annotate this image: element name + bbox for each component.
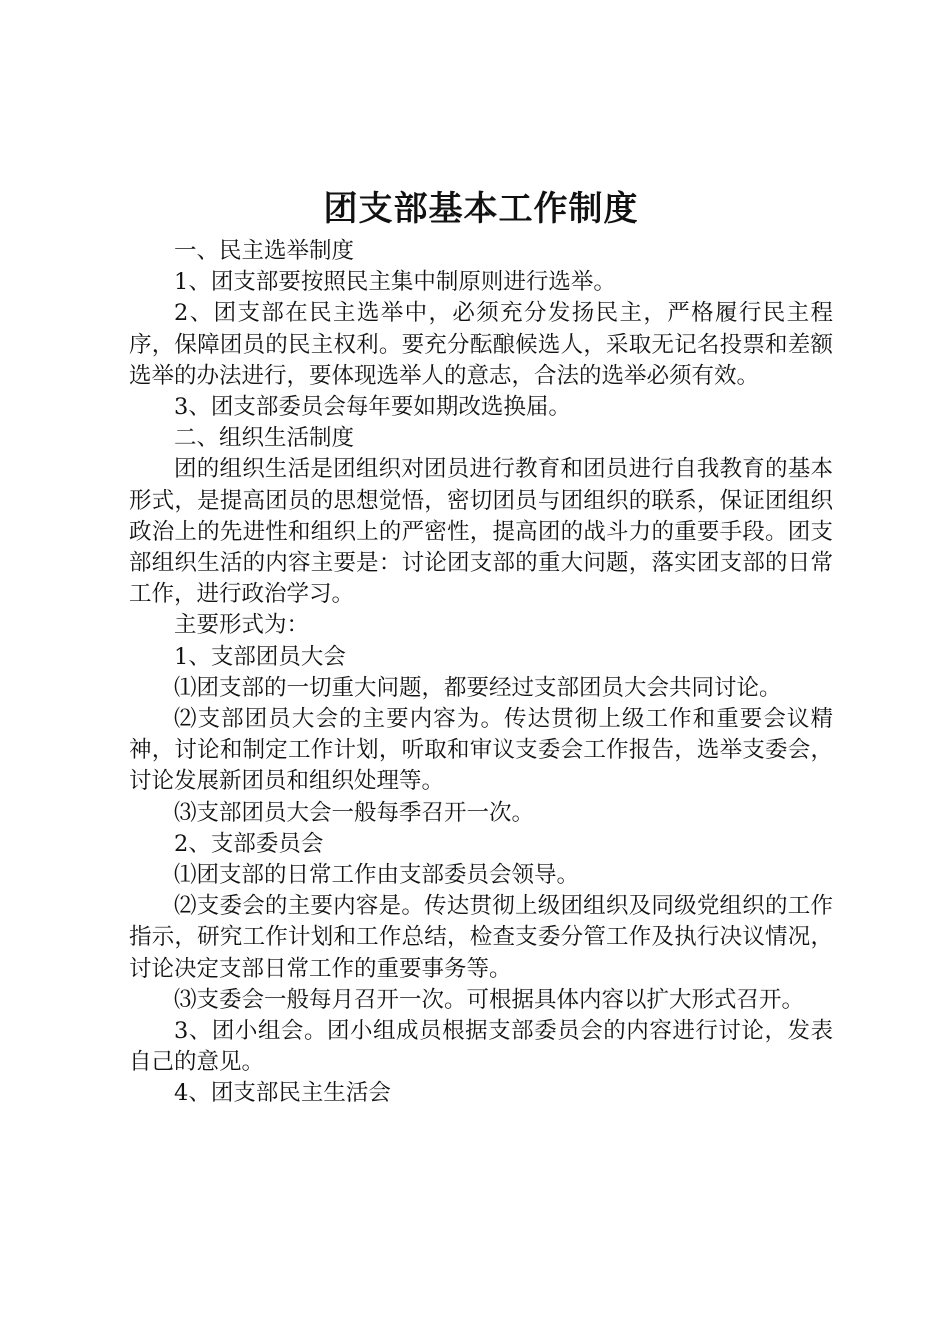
paragraph: ⑵支部团员大会的主要内容为。传达贯彻上级工作和重要会议精神，讨论和制定工作计划，听取和审议支委会工作报告，选举支委会，讨论发展新团员和组织处理等。: [129, 706, 833, 795]
document-title: 团支部基本工作制度: [323, 189, 639, 229]
paragraph: 2、支部委员会: [174, 830, 324, 857]
paragraph: 3、团支部委员会每年要如期改选换届。: [174, 394, 571, 421]
document-body: [129, 186, 833, 1110]
paragraph: 3、团小组会。团小组成员根据支部委员会的内容进行讨论，发表自己的意见。: [129, 1018, 833, 1076]
paragraph: ⑴团支部的一切重大问题，都要经过支部团员大会共同讨论。: [174, 674, 782, 701]
paragraph: 1、支部团员大会: [174, 643, 346, 670]
section-heading-democratic-election: 一、民主选举制度: [174, 238, 355, 264]
paragraph: ⑵支委会的主要内容是。传达贯彻上级团组织及同级党组织的工作指示，研究工作计划和工作总结，检查支委分管工作及执行决议情况，讨论决定支部日常工作的重要事务等。: [129, 893, 833, 982]
paragraph: 4、团支部民主生活会: [174, 1080, 391, 1107]
section-heading-organizational-life: 二、组织生活制度: [174, 425, 355, 452]
paragraph: 团的组织生活是团组织对团员进行教育和团员进行自我教育的基本形式，是提高团员的思想觉悟，密切团员与团组织的联系，保证团组织政治上的先进性和组织上的严密性，提高团的战斗力的重要手段。团支部组织生活的内容主要是：讨论团支部的重大问题，落实团支部的日常工作，进行政治学习。: [129, 456, 833, 608]
paragraph: 1、团支部要按照民主集中制原则进行选举。: [174, 269, 616, 296]
paragraph: 主要形式为：: [174, 612, 310, 639]
paragraph: ⑶支委会一般每月召开一次。可根据具体内容以扩大形式召开。: [174, 986, 805, 1013]
paragraph: 2、团支部在民主选举中，必须充分发扬民主，严格履行民主程序，保障团员的民主权利。要充分酝酿候选人，采取无记名投票和差额选举的办法进行，要体现选举人的意志，合法的选举必须有效。: [129, 300, 833, 389]
paragraph: ⑴团支部的日常工作由支部委员会领导。: [174, 862, 580, 889]
paragraph: ⑶支部团员大会一般每季召开一次。: [174, 799, 535, 826]
